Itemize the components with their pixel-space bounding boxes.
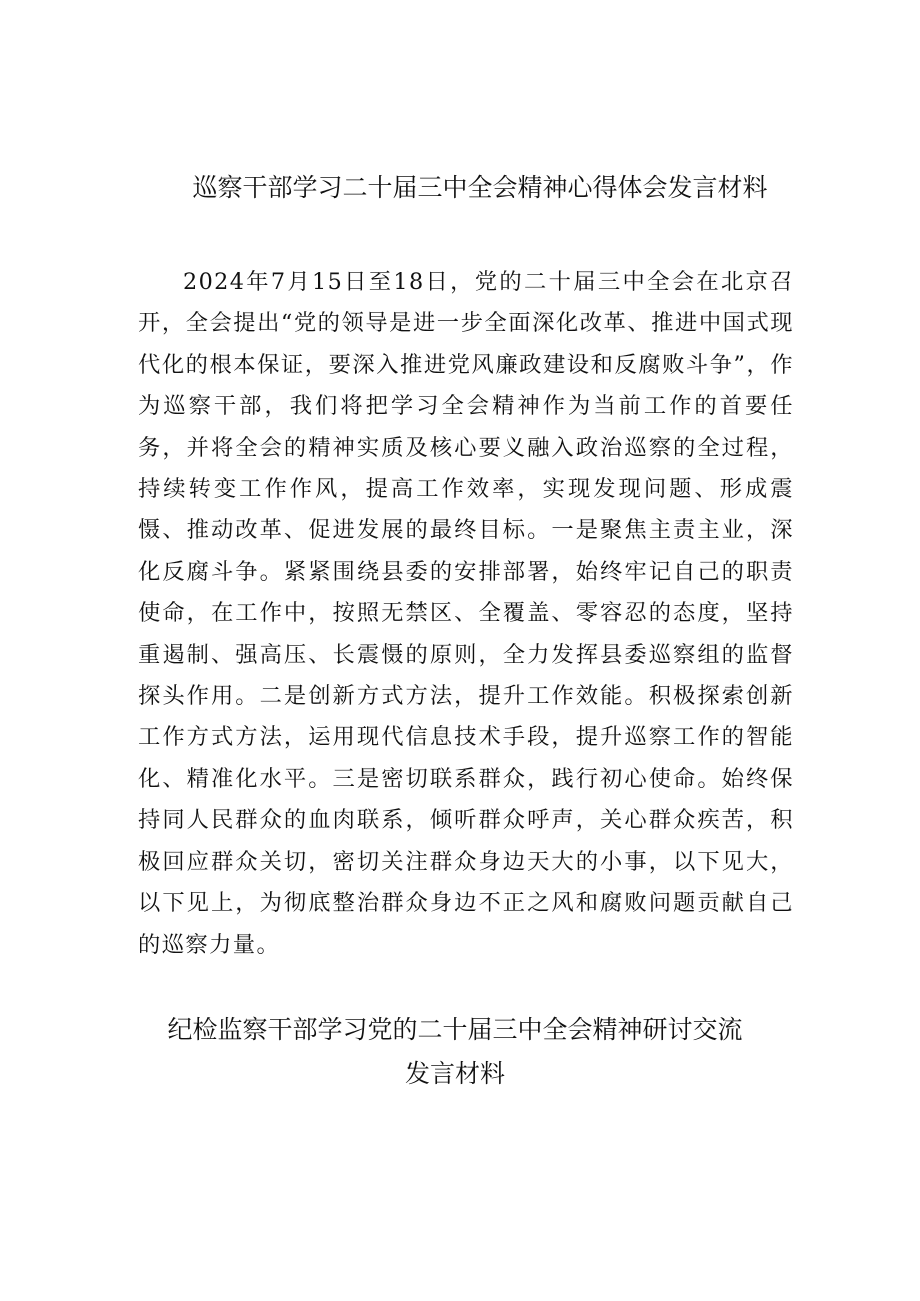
second-title-line-2: 发言材料	[404, 1059, 505, 1088]
second-document-title	[0, 1008, 915, 1096]
body-paragraph: 2024年7月15日至18日，党的二十届三中全会在北京召开，全会提出“党的领导是进一步全面深化改革、推进中国式现代化的根本保证，要深入推进党风廉政建设和反腐败斗争”，作为巡察干部，我们将把学习全会精神作为当前工作的首要任务，并将全会的精神实质及核心要义融入政治巡察的全过程，持续转变工作作风，提高工作效率，实现发现问题、形成震慑、推动改革、促进发展的最终目标。一是聚焦主责主业，深化反腐斗争。紧紧围绕县委的安排部署，始终牢记自己的职责使命，在工作中，按照无禁区、全覆盖、零容忍的态度，坚持重遏制、强高压、长震慑的原则，全力发挥县委巡察组的监督探头作用。二是创新方式方法，提升工作效能。积极探索创新工作方式方法，运用现代信息技术手段，提升巡察工作的智能化、精准化水平。三是密切联系群众，践行初心使命。始终保持同人民群众的血肉联系，倾听群众呼声，关心群众疾苦，积极回应群众关切，密切关注群众身边天大的小事，以下见大，以下见上，为彻底整治群众身边不正之风和腐败问题贡献自己的巡察力量。	[138, 269, 794, 958]
document-title: 巡察干部学习二十届三中全会精神心得体会发言材料	[192, 173, 768, 202]
second-title-line-1: 纪检监察干部学习党的二十届三中全会精神研讨交流	[167, 1015, 743, 1044]
